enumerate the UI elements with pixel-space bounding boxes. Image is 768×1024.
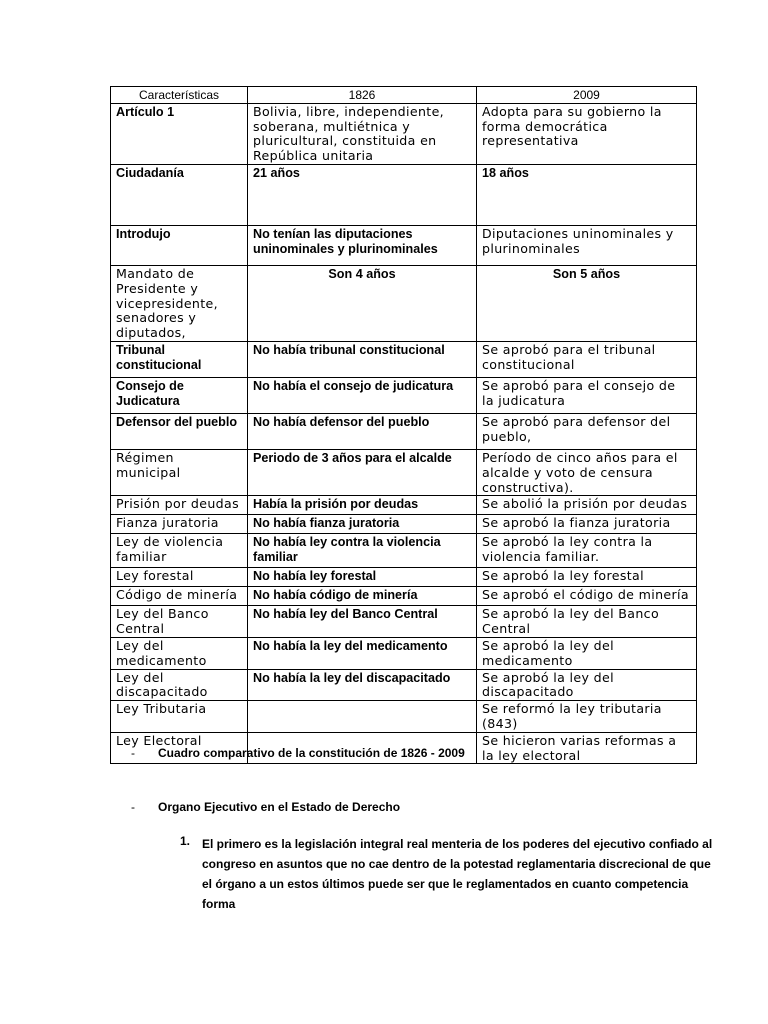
- cell-2009: Se abolió la prisión por deudas: [477, 496, 697, 515]
- table-row: [111, 496, 697, 515]
- cell-2009: Se aprobó la ley forestal: [477, 568, 697, 587]
- cell-2009: Se aprobó la ley del discapacitado: [477, 669, 697, 701]
- row-label: Ley del Banco Central: [111, 606, 248, 638]
- cell-1826: Bolivia, libre, independiente, soberana, multiétnica y pluricultural, constituida en República unitaria: [248, 103, 477, 164]
- table-row: [111, 164, 697, 225]
- cell-1826: No tenían las diputaciones uninominales y plurinominales: [248, 225, 477, 265]
- table-row: [111, 534, 697, 568]
- cell-2009: Se aprobó la ley del medicamento: [477, 637, 697, 669]
- row-label: Código de minería: [111, 587, 248, 606]
- cell-2009: Son 5 años: [477, 265, 697, 341]
- comparison-table: [110, 86, 697, 764]
- table-row: [111, 701, 697, 733]
- row-label: Mandato de Presidente y vicepresidente, senadores y diputados,: [111, 265, 248, 341]
- cell-1826: No había código de minería: [248, 587, 477, 606]
- cell-1826: [248, 701, 477, 733]
- row-label: Artículo 1: [111, 103, 248, 164]
- row-label: Ciudadanía: [111, 164, 248, 225]
- cell-2009: Se aprobó la fianza juratoria: [477, 515, 697, 534]
- table-row: [111, 606, 697, 638]
- table-row: [111, 265, 697, 341]
- cell-2009: Se hicieron varias reformas a la ley electoral: [477, 732, 697, 764]
- table-row: [111, 515, 697, 534]
- table-row: [111, 103, 697, 164]
- table-row: [111, 568, 697, 587]
- table-caption: Cuadro comparativo de la constitución de 1826 - 2009: [158, 746, 465, 760]
- cell-1826: No había ley del Banco Central: [248, 606, 477, 638]
- cell-2009: Se aprobó para el consejo de la judicatura: [477, 377, 697, 413]
- cell-2009: Período de cinco años para el alcalde y voto de censura constructiva).: [477, 449, 697, 495]
- cell-1826: Había la prisión por deudas: [248, 496, 477, 515]
- cell-2009: Adopta para su gobierno la forma democrática representativa: [477, 103, 697, 164]
- cell-1826: Periodo de 3 años para el alcalde: [248, 449, 477, 495]
- row-label: Ley del discapacitado: [111, 669, 248, 701]
- row-label: Ley del medicamento: [111, 637, 248, 669]
- table-row: [111, 341, 697, 377]
- cell-1826: No había tribunal constitucional: [248, 341, 477, 377]
- cell-1826: Son 4 años: [248, 265, 477, 341]
- row-label: Régimen municipal: [111, 449, 248, 495]
- table-row: [111, 669, 697, 701]
- bullet-dash: -: [131, 746, 135, 760]
- row-label: Ley de violencia familiar: [111, 534, 248, 568]
- row-label: Prisión por deudas: [111, 496, 248, 515]
- cell-1826: No había defensor del pueblo: [248, 413, 477, 449]
- header-1826: 1826: [248, 87, 477, 104]
- cell-2009: Diputaciones uninominales y plurinominales: [477, 225, 697, 265]
- list-number: 1.: [180, 834, 191, 848]
- section-heading: Organo Ejecutivo en el Estado de Derecho: [158, 800, 401, 814]
- row-label: Fianza juratoria: [111, 515, 248, 534]
- table-row: [111, 377, 697, 413]
- row-label: Tribunal constitucional: [111, 341, 248, 377]
- cell-1826: No había fianza juratoria: [248, 515, 477, 534]
- table-row: [111, 413, 697, 449]
- table-row: [111, 225, 697, 265]
- cell-1826: No había el consejo de judicatura: [248, 377, 477, 413]
- cell-2009: Se aprobó para defensor del pueblo,: [477, 413, 697, 449]
- cell-1826: 21 años: [248, 164, 477, 225]
- row-label: Ley Tributaria: [111, 701, 248, 733]
- header-caracteristicas: Características: [111, 87, 248, 104]
- cell-1826: No había la ley del discapacitado: [248, 669, 477, 701]
- table-header-row: [111, 87, 697, 104]
- bullet-dash: -: [131, 800, 135, 814]
- cell-1826: No había ley contra la violencia familiar: [248, 534, 477, 568]
- table-row: [111, 637, 697, 669]
- cell-2009: Se aprobó la ley contra la violencia familiar.: [477, 534, 697, 568]
- cell-2009: 18 años: [477, 164, 697, 225]
- cell-2009: Se aprobó el código de minería: [477, 587, 697, 606]
- row-label: Consejo de Judicatura: [111, 377, 248, 413]
- table-row: [111, 587, 697, 606]
- cell-2009: Se aprobó para el tribunal constitucional: [477, 341, 697, 377]
- cell-2009: Se aprobó la ley del Banco Central: [477, 606, 697, 638]
- row-label: Ley Electoral: [111, 732, 248, 764]
- cell-2009: Se reformó la ley tributaria (843): [477, 701, 697, 733]
- cell-1826: No había ley forestal: [248, 568, 477, 587]
- table-row: [111, 449, 697, 495]
- cell-1826: No había la ley del medicamento: [248, 637, 477, 669]
- row-label: Introdujo: [111, 225, 248, 265]
- header-2009: 2009: [477, 87, 697, 104]
- numbered-paragraph: El primero es la legislación integral real menteria de los poderes del ejecutivo confiado al congreso en asuntos que no cae dentro de la potestad reglamentaria discrecional de que el órgano a un estos últimos puede ser que le reglamentados en cuanto competencia forma: [202, 837, 713, 911]
- row-label: Ley forestal: [111, 568, 248, 587]
- row-label: Defensor del pueblo: [111, 413, 248, 449]
